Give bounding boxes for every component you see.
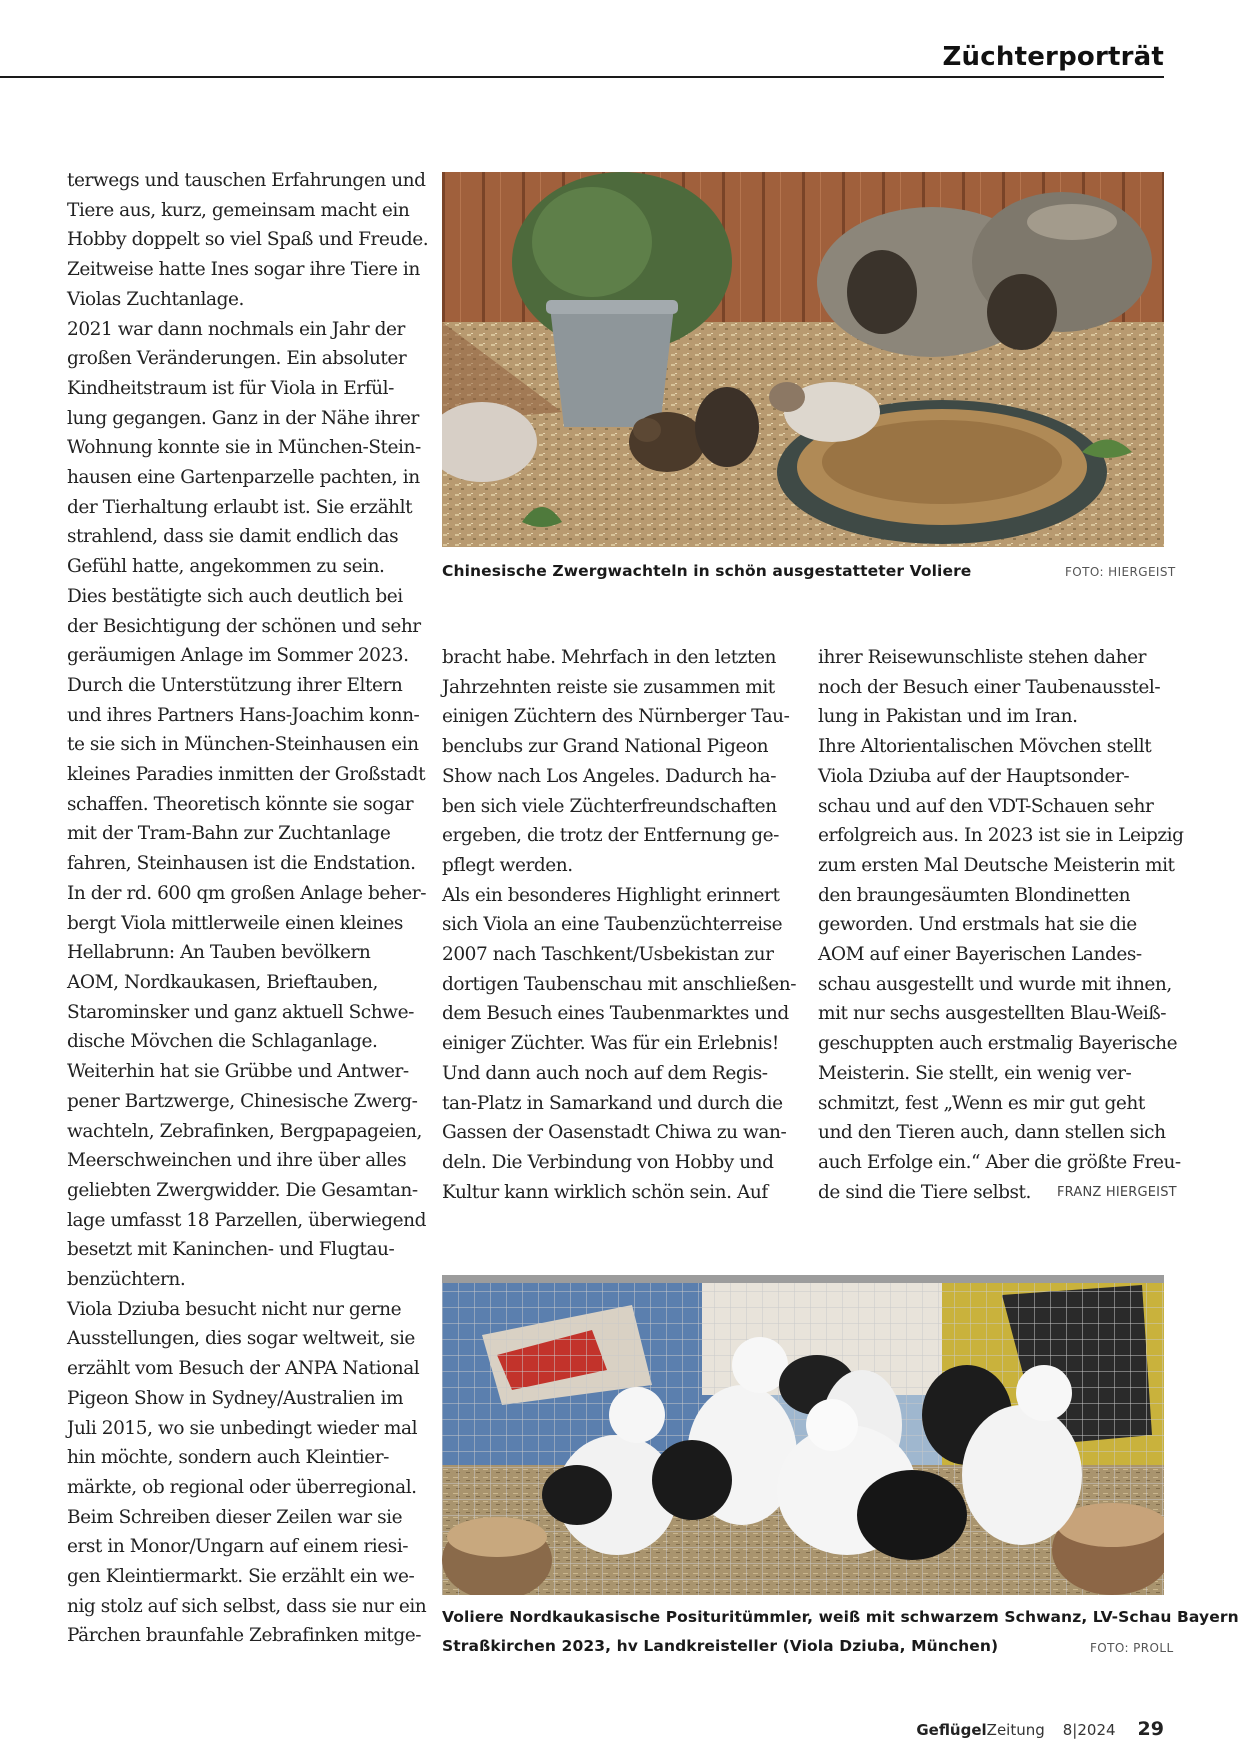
magazine-name-light: Zeitung [986,1721,1045,1739]
figure-1-credit: FOTO: HIERGEIST [1065,565,1176,579]
page-number: 29 [1137,1718,1164,1740]
article-column-1: terwegs und tauschen Erfahrungen und Tiere aus, kurz, gemeinsam macht ein Hobby doppelt so viel Spaß und Freude. Zeitweise hatte Ines sogar ihre Tiere in Violas Zuchtanlage. 2021 war dann nochmals ein Jahr der großen Veränderungen. Ein absoluter Kindheitstraum ist für Viola in Erfül- lung gegangen. Ganz in der Nähe ihrer Wohnung konnte sie in München-Stein- hausen eine Gartenparzelle pachten, in der Tierhaltung erlaubt ist. Sie erzählt strahlend, dass sie damit endlich das Gefühl hatte, angekommen zu sein. Dies bestätigte sich auch deutlich bei der Besichtigung der schönen und sehr geräumigen Anlage im Sommer 2023. Durch die Unterstützung ihrer Eltern und ihres Partners Hans-Joachim konn- te sie sich in München-Steinhausen ein kleines Paradies inmitten der Großstadt schaffen. Theoretisch könnte sie sogar mit der Tram-Bahn zur Zuchtanlage fahren, Steinhausen ist die Endstation. In der rd. 600 qm großen Anlage beher- bergt Viola mittlerweile einen kleines Hellabrunn: An Tauben bevölkern AOM, Nordkaukasen, Brieftauben, Starominsker und ganz aktuell Schwe- dische Mövchen die Schlaganlage. Weiterhin hat sie Grübbe und Antwer- pener Bartzwerge, Chinesische Zwerg- wachteln, Zebrafinken, Bergpapageien, Meerschweinchen und ihre über alles geliebten Zwergwidder. Die Gesamtan- lage umfasst 18 Parzellen, überwiegend besetzt mit Kaninchen- und Flugtau- benzüchtern. Viola Dziuba besucht nicht nur gerne Ausstellungen, dies sogar weltweit, sie erzählt vom Besuch der ANPA National Pigeon Show in Sydney/Australien im Juli 2015, wo sie unbedingt wieder mal hin möchte, sondern auch Kleintier- märkte, ob regional oder überregional. Beim Schreiben dieser Zeilen war sie erst in Monor/Ungarn auf einem riesi- gen Kleintiermarkt. Sie erzählt ein we- nig stolz auf sich selbst, dass sie nur ein Pärchen braunfahle Zebrafinken mitge- [67,170,429,1647]
article-column-3: ihrer Reisewunschliste stehen daher noch der Besuch einer Taubenausstel- lung in Pakistan und im Iran. Ihre Altorientalischen Mövchen stellt Viola Dziuba auf der Hauptsonder- schau und auf den VDT-Schauen sehr erfolgreich aus. In 2023 ist sie in Leipzig zum ersten Mal Deutsche Meisterin mit den braungesäumten Blondinetten geworden. Und erstmals hat sie die AOM auf einer Bayerischen Landes- schau ausgestellt und wurde mit ihnen, mit nur sechs ausgestellten Blau-Weiß- geschuppten auch erstmalig Bayerische Meisterin. Sie stellt, ein wenig ver- schmitzt, fest „Wenn es mir gut geht und den Tieren auch, dann stellen sich auch Erfolge ein.“ Aber die größte Freu- de sind die Tiere selbst. [818,647,1184,1203]
magazine-name-bold: Geflügel [916,1721,987,1739]
figure-1-caption: Chinesische Zwergwachteln in schön ausgestatteter Voliere [442,562,972,580]
article-column-2: bracht habe. Mehrfach in den letzten Jahrzehnten reiste sie zusammen mit einigen Züchtern des Nürnberger Tau- benclubs zur Grand National Pigeon Show nach Los Angeles. Dadurch ha- ben sich viele Züchterfreundschaften ergeben, die trotz der Entfernung ge- pflegt werden. Als ein besonderes Highlight erinnert sich Viola an eine Taubenzüchterreise 2007 nach Taschkent/Usbekistan zur dortigen Taubenschau mit anschließen- dem Besuch eines Taubenmarktes und einiger Züchter. Was für ein Erlebnis! Und dann auch noch auf dem Regis- tan-Platz in Samarkand und durch die Gassen der Oasenstadt Chiwa zu wan- deln. Die Verbindung von Hobby und Kultur kann wirklich schön sein. Auf [442,647,797,1203]
photo-quails [442,172,1164,547]
figure-2-credit: FOTO: PROLL [1090,1641,1174,1655]
issue-number: 8|2024 [1062,1721,1116,1739]
author-byline: FRANZ HIERGEIST [1057,1185,1177,1200]
header-rule [0,76,1164,78]
figure-2-caption-line-2: Straßkirchen 2023, hv Landkreisteller (Viola Dziuba, München) [442,1637,999,1655]
magazine-name [916,1721,1044,1739]
section-title: Züchterporträt [942,42,1164,72]
page-footer [916,1718,1164,1740]
photo-pigeons [442,1275,1164,1595]
figure-2-caption-line-1: Voliere Nordkaukasische Posituritümmler, weiß mit schwarzem Schwanz, LV-Schau Bayern [442,1608,1239,1626]
